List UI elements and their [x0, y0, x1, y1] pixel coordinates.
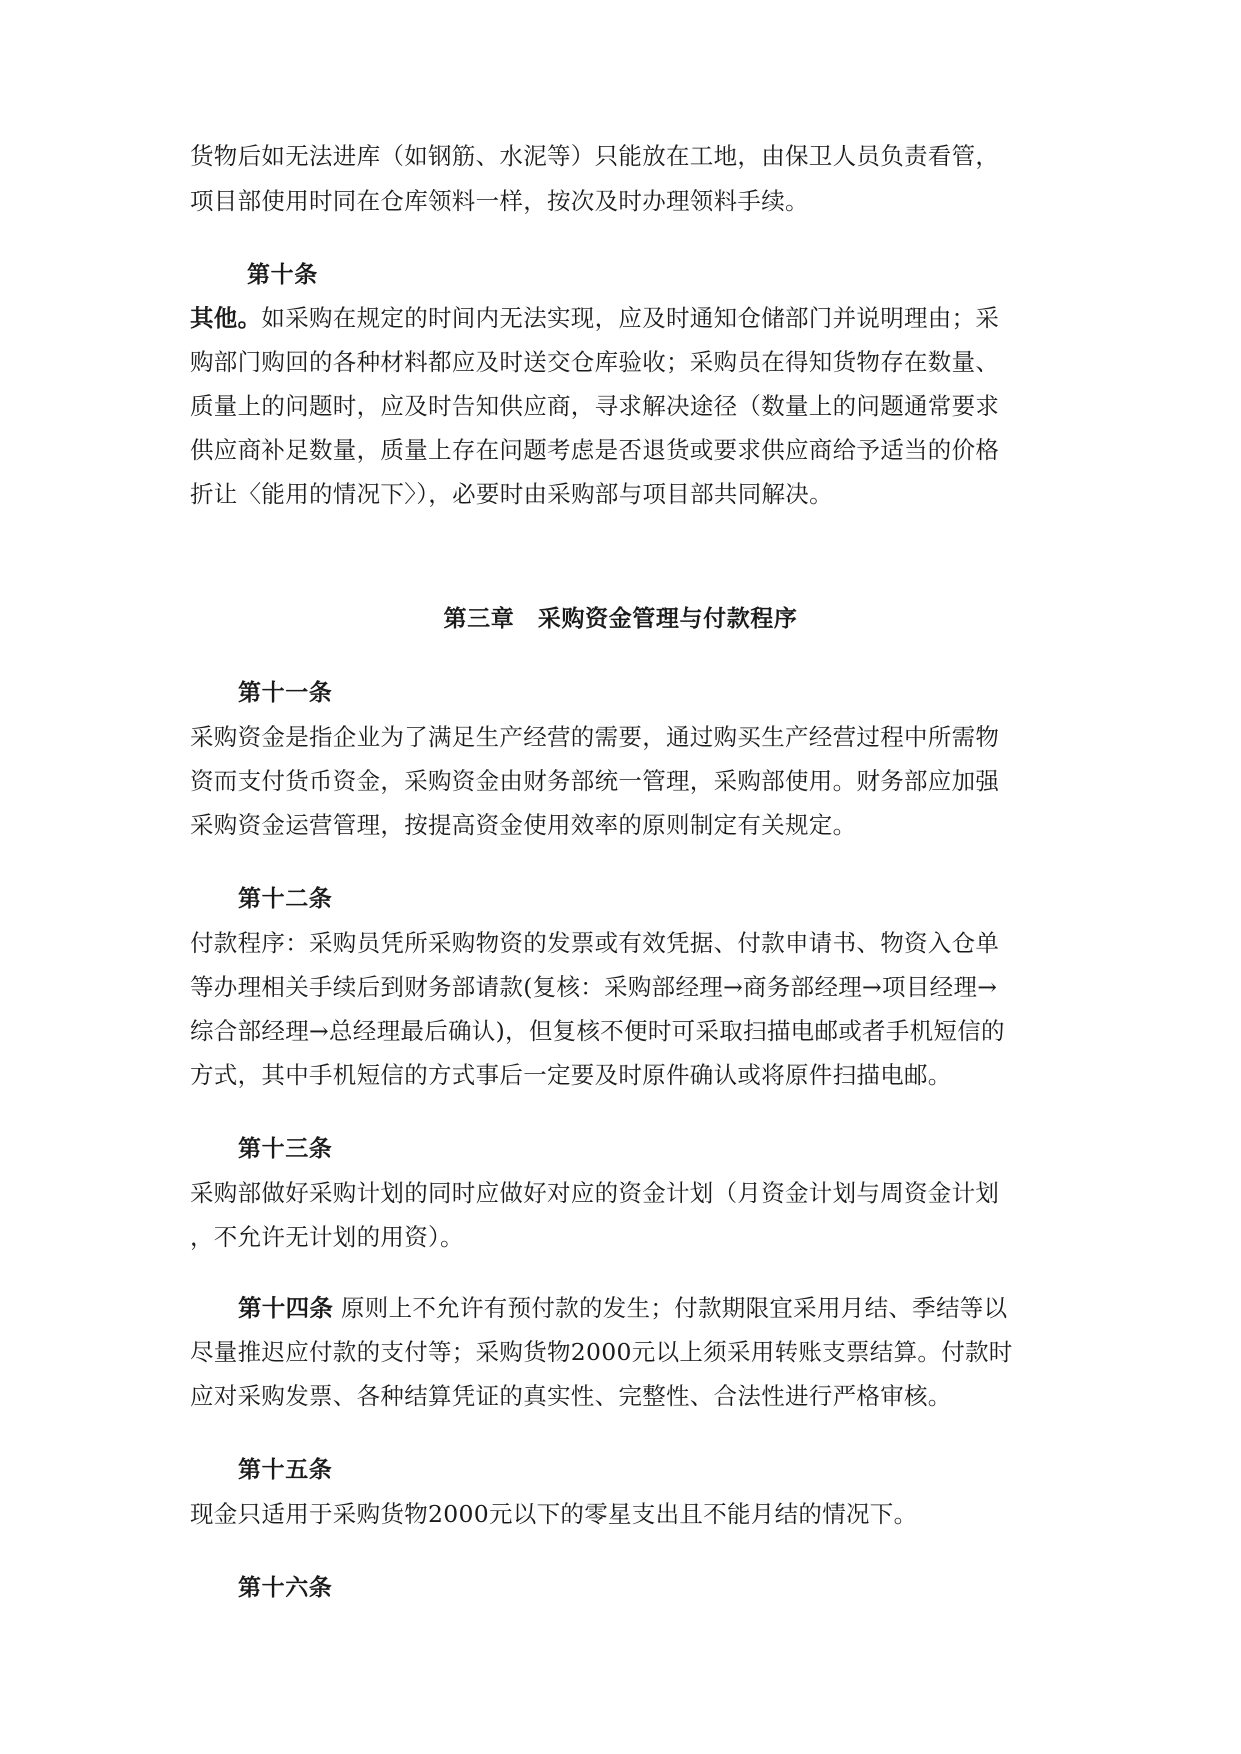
- body-line: 资而支付货币资金，采购资金由财务部统一管理，采购部使用。财务部应加强: [190, 767, 1000, 795]
- article-heading: 第十四条: [238, 1294, 334, 1322]
- chapter-title: 第三章 采购资金管理与付款程序: [443, 605, 798, 632]
- article-heading: 第十条: [247, 261, 318, 288]
- body-line: 综合部经理→总经理最后确认)，但复核不便时可采取扫描电邮或者手机短信的: [190, 1017, 1005, 1045]
- body-line: 现金只适用于采购货物2000元以下的零星支出且不能月结的情况下。: [190, 1500, 918, 1528]
- body-line: 采购资金运营管理，按提高资金使用效率的原则制定有关规定。: [190, 811, 857, 839]
- body-line: 采购资金是指企业为了满足生产经营的需要，通过购买生产经营过程中所需物: [190, 723, 1000, 751]
- body-line: [190, 300, 999, 336]
- body-line: 应对采购发票、各种结算凭证的真实性、完整性、合法性进行严格审核。: [190, 1382, 952, 1410]
- body-line: 供应商补足数量，质量上存在问题考虑是否退货或要求供应商给予适当的价格: [190, 436, 1000, 464]
- article-heading: 第十二条: [238, 885, 333, 912]
- article-heading: 第十五条: [238, 1456, 333, 1483]
- body-line: [238, 1290, 1007, 1326]
- body-line: 采购部做好采购计划的同时应做好对应的资金计划（月资金计划与周资金计划: [190, 1179, 1000, 1207]
- body-line: 货物后如无法进库（如钢筋、水泥等）只能放在工地，由保卫人员负责看管，: [190, 142, 1000, 170]
- body-line: 折让〈能用的情况下〉），必要时由采购部与项目部共同解决。: [190, 480, 833, 508]
- body-line: 付款程序：采购员凭所采购物资的发票或有效凭据、付款申请书、物资入仓单: [190, 929, 1000, 957]
- body-line: 购部门购回的各种材料都应及时送交仓库验收；采购员在得知货物存在数量、: [190, 348, 1000, 376]
- body-line: ，不允许无计划的用资）。: [190, 1223, 464, 1251]
- article-heading: 第十三条: [238, 1135, 333, 1162]
- body-line: 尽量推迟应付款的支付等；采购货物2000元以上须采用转账支票结算。付款时: [190, 1338, 1013, 1366]
- body-line: 方式，其中手机短信的方式事后一定要及时原件确认或将原件扫描电邮。: [190, 1061, 952, 1089]
- body-text: 如采购在规定的时间内无法实现，应及时通知仓储部门并说明理由；采: [261, 304, 1000, 332]
- body-line: 项目部使用时同在仓库领料一样，按次及时办理领料手续。: [190, 187, 809, 215]
- article-lead: 其他。: [190, 304, 262, 332]
- article-heading: 第十六条: [238, 1574, 333, 1601]
- body-line: 等办理相关手续后到财务部请款(复核：采购部经理→商务部经理→项目经理→: [190, 973, 998, 1001]
- article-heading: 第十一条: [238, 679, 333, 706]
- body-line: 质量上的问题时，应及时告知供应商，寻求解决途径（数量上的问题通常要求: [190, 392, 1000, 420]
- body-text: 原则上不允许有预付款的发生；付款期限宜采用月结、季结等以: [340, 1294, 1008, 1322]
